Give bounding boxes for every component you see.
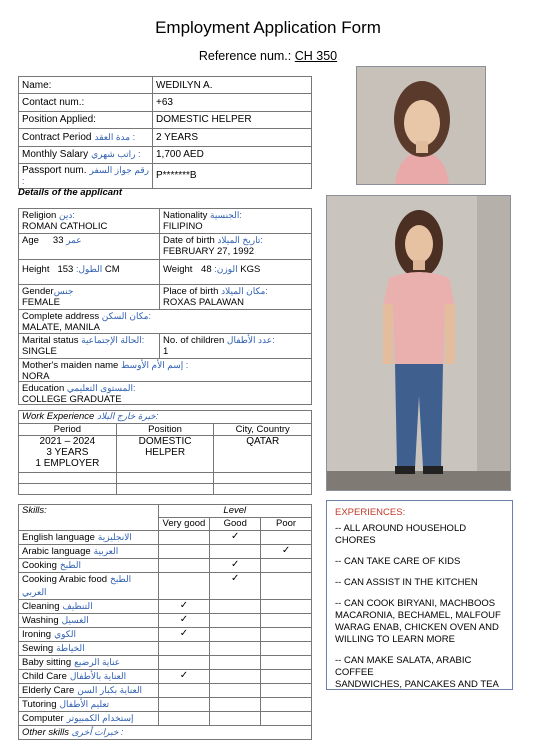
- portrait-photo: [356, 66, 486, 185]
- info-label: Contract Period: [22, 131, 92, 143]
- info-label: Contact num.:: [22, 97, 85, 109]
- weight-ar: الوزن:: [214, 264, 238, 274]
- skill-row: [19, 698, 312, 712]
- skill-name: Computer: [22, 713, 64, 725]
- skill-name-ar: التنظيف: [62, 601, 93, 612]
- experiences-box: [326, 500, 513, 690]
- height-value: 153 CM: [57, 264, 120, 275]
- skill-level-poor: [261, 712, 312, 726]
- skill-level-vg: [158, 600, 210, 614]
- info-row: [19, 163, 312, 188]
- skill-level-poor: [261, 670, 312, 684]
- info-row: [19, 111, 312, 128]
- address-value: MALATE, MANILA: [22, 322, 100, 333]
- mother-ar: إسم الأم الأوسط :: [120, 360, 189, 370]
- full-body-photo: [326, 195, 511, 491]
- skill-row: [19, 614, 312, 628]
- skill-level-vg: [158, 712, 210, 726]
- details-heading: Details of the applicant: [18, 187, 122, 198]
- col-very-good: Very good: [158, 518, 210, 531]
- skill-level-poor: [261, 573, 312, 600]
- info-value: 2 YEARS: [153, 129, 312, 146]
- skill-level-poor: [261, 684, 312, 698]
- skill-level-good: [210, 600, 261, 614]
- skill-name-ar: الغسيل: [61, 615, 89, 626]
- skills-level-heading: Level: [158, 505, 311, 518]
- skill-name-cell: [19, 614, 159, 628]
- check-icon: ✓: [231, 531, 240, 543]
- age-cell: [18, 233, 160, 260]
- height-ar: الطول:: [75, 264, 103, 274]
- dob-cell: [159, 233, 312, 260]
- education-cell: [18, 381, 312, 405]
- experience-item: -- CAN MAKE SALATA, ARABIC COFFEE SANDWICHES, PANCAKES AND TEA: [335, 655, 499, 690]
- skill-level-vg: [158, 698, 210, 712]
- skill-name: Cooking: [22, 560, 57, 572]
- nationality-cell: [159, 208, 312, 234]
- work-empty-cell: [116, 473, 214, 484]
- skills-heading: Skills:: [19, 505, 159, 531]
- skill-level-vg: [158, 531, 210, 545]
- work-period-2: 3 YEARS: [46, 447, 89, 458]
- skill-level-good: [210, 628, 261, 642]
- age-value: 33: [52, 235, 64, 246]
- experience-item: -- ALL AROUND HOUSEHOLD CHORES: [335, 523, 467, 546]
- info-value: P*******B: [153, 163, 312, 188]
- skill-name-cell: [19, 573, 159, 600]
- col-poor: Poor: [261, 518, 312, 531]
- skill-level-vg: [158, 559, 210, 573]
- skill-row: [19, 684, 312, 698]
- skill-level-good: [210, 531, 261, 545]
- skill-name: Baby sitting: [22, 657, 72, 669]
- work-heading-cell: [19, 411, 312, 424]
- dob-value: FEBRUARY 27, 1992: [163, 246, 255, 257]
- check-icon: ✓: [281, 545, 291, 557]
- work-heading: Work Experience: [22, 411, 95, 422]
- skill-name-cell: [19, 531, 159, 545]
- gender-cell: [18, 284, 160, 310]
- skill-level-vg: [158, 628, 210, 642]
- skill-name-cell: [19, 628, 159, 642]
- skill-name-cell: [19, 559, 159, 573]
- ref-value: CH 350: [294, 49, 338, 63]
- mother-value: NORA: [22, 371, 50, 382]
- height-label: Height: [22, 264, 50, 275]
- skill-name-cell: [19, 642, 159, 656]
- skill-name: Arabic language: [22, 546, 91, 558]
- skill-level-poor: [261, 559, 312, 573]
- work-empty-cell: [214, 484, 312, 495]
- skill-level-good: [210, 559, 261, 573]
- skill-level-vg: [158, 573, 210, 600]
- skill-name-cell: [19, 712, 159, 726]
- info-label-ar: مدة العقد :: [94, 131, 136, 142]
- work-city-cell: QATAR: [214, 436, 312, 473]
- info-row: [19, 77, 312, 94]
- skill-name-ar: الكوي: [54, 629, 76, 640]
- weight-value: 48 KGS: [201, 264, 261, 275]
- work-period-3: 1 EMPLOYER: [35, 458, 100, 469]
- skill-name-ar: عناية الرضيع: [74, 657, 121, 668]
- religion-value: ROMAN CATHOLIC: [22, 221, 108, 232]
- skill-level-good: [210, 712, 261, 726]
- check-icon: ✓: [231, 573, 240, 585]
- skills-table: [18, 504, 312, 740]
- skill-name-cell: [19, 698, 159, 712]
- skill-name-cell: [19, 656, 159, 670]
- skill-row: [19, 545, 312, 559]
- info-label: Name:: [22, 79, 52, 91]
- check-icon: ✓: [179, 600, 189, 612]
- marital-label: Marital status: [22, 335, 79, 346]
- skill-name-ar: إستخدام الكمبيوتر: [66, 713, 134, 724]
- skill-name-ar: العربية: [93, 546, 119, 557]
- basic-info-table: [18, 76, 312, 189]
- religion-cell: [18, 208, 160, 234]
- dob-ar: تاريخ الميلاد:: [217, 235, 263, 245]
- ref-label: Reference num.:: [198, 49, 292, 63]
- skill-level-good: [210, 698, 261, 712]
- skill-level-poor: [261, 614, 312, 628]
- skill-row: [19, 559, 312, 573]
- marital-ar: الحالة الإجتماعية:: [81, 335, 145, 345]
- skill-name-ar: تعليم الأطفال: [59, 699, 110, 710]
- work-empty-cell: [214, 473, 312, 484]
- experiences-list: [335, 523, 504, 691]
- education-value: COLLEGE GRADUATE: [22, 394, 122, 405]
- skill-name-cell: [19, 600, 159, 614]
- skill-level-poor: [261, 600, 312, 614]
- work-period-cell: [19, 436, 117, 473]
- skill-name-cell: [19, 670, 159, 684]
- children-cell: [159, 333, 312, 359]
- skill-level-good: [210, 573, 261, 600]
- info-label: Position Applied:: [22, 114, 96, 126]
- info-label-ar: رقم جواز السفر :: [22, 164, 149, 186]
- skill-level-good: [210, 614, 261, 628]
- skill-name-ar: الطبخ: [59, 560, 82, 571]
- col-period: Period: [19, 424, 117, 436]
- check-icon: ✓: [179, 628, 189, 640]
- skill-name: Sewing: [22, 643, 54, 655]
- skill-row: [19, 656, 312, 670]
- children-ar: عدد الأطفال:: [226, 335, 275, 345]
- work-empty-cell: [19, 484, 117, 495]
- religion-label: Religion: [22, 210, 57, 221]
- marital-cell: [18, 333, 160, 359]
- marital-value: SINGLE: [22, 346, 57, 357]
- skill-level-good: [210, 684, 261, 698]
- form-title: Employment Application Form: [155, 18, 381, 37]
- info-row: [19, 146, 312, 163]
- skill-level-good: [210, 642, 261, 656]
- skill-name: Washing: [22, 615, 59, 627]
- skill-row: [19, 628, 312, 642]
- full-body-image: [327, 196, 511, 491]
- skill-row: [19, 600, 312, 614]
- skill-name: Elderly Care: [22, 685, 75, 697]
- other-skills-cell: [19, 726, 312, 740]
- nationality-value: FILIPINO: [163, 221, 203, 232]
- skill-name: Child Care: [22, 671, 67, 683]
- info-label-cell: [19, 129, 153, 146]
- skill-row: [19, 712, 312, 726]
- skill-level-poor: [261, 642, 312, 656]
- pob-label: Place of birth: [163, 286, 219, 297]
- check-icon: ✓: [179, 614, 189, 626]
- mother-label: Mother's maiden name: [22, 360, 119, 371]
- education-ar: المستوى التعليمي:: [66, 383, 136, 393]
- address-cell: [18, 309, 312, 334]
- weight-cell: [159, 259, 312, 285]
- info-value: 1,700 AED: [153, 146, 312, 163]
- skill-level-poor: [261, 628, 312, 642]
- pob-ar: مكان الميلاد:: [221, 286, 268, 296]
- gender-ar: جنس: [53, 286, 74, 296]
- info-value: WEDILYN A.: [153, 77, 312, 94]
- nationality-label: Nationality: [163, 210, 208, 221]
- religion-ar: دين:: [58, 210, 75, 220]
- experience-item: -- CAN TAKE CARE OF KIDS: [335, 556, 461, 567]
- skill-row: [19, 573, 312, 600]
- skill-level-vg: [158, 642, 210, 656]
- info-label-cell: [19, 94, 153, 111]
- skill-level-vg: [158, 656, 210, 670]
- col-city: City, Country: [214, 424, 312, 436]
- info-label-cell: [19, 146, 153, 163]
- pob-value: ROXAS PALAWAN: [163, 297, 244, 308]
- work-heading-ar: خبرة خارج البلاد:: [96, 411, 159, 421]
- skill-level-poor: [261, 656, 312, 670]
- info-label: Monthly Salary: [22, 149, 89, 161]
- mother-cell: [18, 358, 312, 382]
- skill-level-poor: [261, 698, 312, 712]
- skill-level-good: [210, 545, 261, 559]
- skill-name-ar: الانجليزية: [97, 532, 132, 543]
- skill-level-vg: [158, 614, 210, 628]
- skill-level-vg: [158, 670, 210, 684]
- info-label-cell: [19, 77, 153, 94]
- skill-level-poor: [261, 545, 312, 559]
- skill-level-poor: [261, 531, 312, 545]
- work-position-cell: DOMESTIC HELPER: [116, 436, 214, 473]
- children-value: 1: [163, 346, 169, 357]
- pob-cell: [159, 284, 312, 310]
- age-ar: عمر: [66, 235, 82, 245]
- portrait-image: [357, 67, 486, 185]
- col-position: Position: [116, 424, 214, 436]
- skill-row: [19, 642, 312, 656]
- other-skills-ar: خبرات أخرى :: [71, 727, 124, 738]
- children-label: No. of children: [163, 335, 225, 346]
- skill-level-vg: [158, 684, 210, 698]
- skill-name: Ironing: [22, 629, 52, 641]
- reference-number: [0, 49, 536, 63]
- skill-name-ar: الطبخ العربي: [22, 574, 132, 598]
- skill-level-good: [210, 656, 261, 670]
- skill-name: Cooking Arabic food: [22, 574, 108, 586]
- address-label: Complete address: [22, 311, 100, 322]
- skill-level-vg: [158, 545, 210, 559]
- skill-name: Tutoring: [22, 699, 57, 711]
- info-label-ar: راتب شهري :: [91, 149, 141, 160]
- nationality-ar: الجنسية:: [210, 210, 242, 220]
- address-ar: مكان السكن:: [101, 311, 152, 321]
- check-icon: ✓: [231, 559, 240, 571]
- skill-name-cell: [19, 684, 159, 698]
- info-row: [19, 94, 312, 111]
- info-label-cell: [19, 111, 153, 128]
- work-empty-cell: [19, 473, 117, 484]
- info-row: [19, 129, 312, 146]
- skill-row: [19, 670, 312, 684]
- age-label: Age: [22, 235, 39, 246]
- info-value: +63: [153, 94, 312, 111]
- education-label: Education: [22, 383, 65, 394]
- gender-value: FEMALE: [22, 297, 61, 308]
- check-icon: ✓: [179, 670, 189, 682]
- col-good: Good: [210, 518, 261, 531]
- skill-name: Cleaning: [22, 601, 60, 613]
- experiences-title: EXPERIENCES:: [335, 507, 406, 518]
- work-experience-table: [18, 410, 312, 495]
- height-cell: [18, 259, 160, 285]
- info-label-cell: [19, 163, 153, 188]
- work-empty-cell: [116, 484, 214, 495]
- skill-name: English language: [22, 532, 95, 544]
- info-value: DOMESTIC HELPER: [153, 111, 312, 128]
- skill-level-good: [210, 670, 261, 684]
- weight-label: Weight: [163, 264, 193, 275]
- experience-item: -- CAN COOK BIRYANI, MACHBOOS MACARONIA, BECHAMEL, MALFOUF WARAG ENAB, CHICKEN OVEN AND WILLING TO LEARN MORE: [335, 598, 501, 645]
- gender-label: Gender: [22, 286, 54, 297]
- skill-name-ar: الخياطة: [56, 643, 85, 654]
- other-skills-label: Other skills: [22, 727, 69, 739]
- skill-name-cell: [19, 545, 159, 559]
- skill-name-ar: العناية بكبار السن: [77, 685, 143, 696]
- experience-item: -- CAN ASSIST IN THE KITCHEN: [335, 577, 478, 588]
- skill-name-ar: العناية بالأطفال: [69, 671, 127, 682]
- work-period-1: 2021 – 2024: [39, 436, 96, 447]
- dob-label: Date of birth: [163, 235, 215, 246]
- info-label: Passport num.: [22, 164, 87, 176]
- skill-row: [19, 531, 312, 545]
